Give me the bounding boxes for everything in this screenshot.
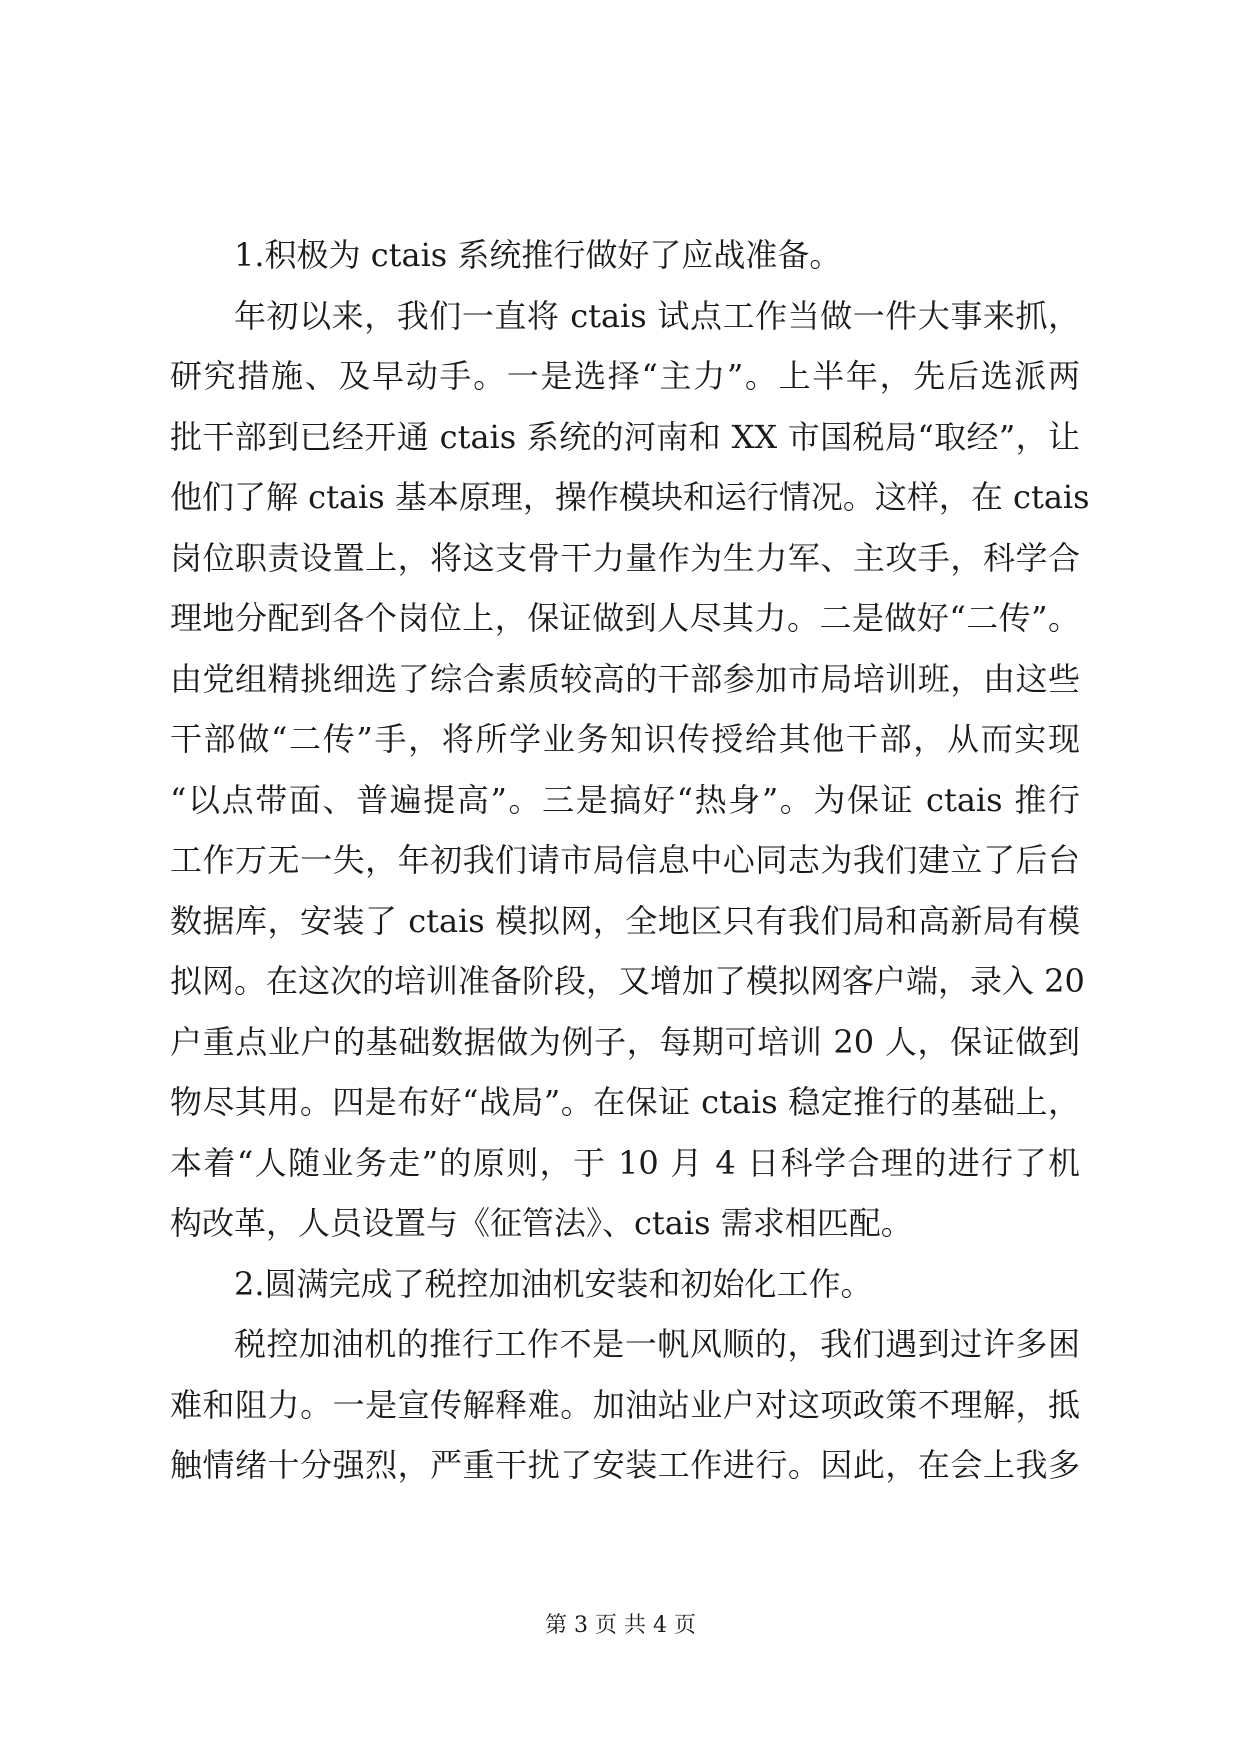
text-line: 数据库，安装了 ctais 模拟网，全地区只有我们局和高新局有模 xyxy=(170,901,1080,940)
text-line: 工作万无一失，年初我们请市局信息中心同志为我们建立了后台 xyxy=(170,841,1080,879)
text-line: 拟网。在这次的培训准备阶段，又增加了模拟网客户端，录入 20 xyxy=(170,962,1085,1000)
document-body xyxy=(170,225,1090,1496)
text-line: 税控加油机的推行工作不是一帆风顺的，我们遇到过许多困 xyxy=(234,1325,1080,1363)
paragraph-heading-1: 1.积极为 ctais 系统推行做好了应战准备。 xyxy=(234,236,842,274)
text-line: 他们了解 ctais 基本原理，操作模块和运行情况。这样，在 ctais xyxy=(170,478,1090,516)
text-line: 触情绪十分强烈，严重干扰了安装工作进行。因此，在会上我多 xyxy=(170,1446,1080,1484)
text-line: 构改革，人员设置与《征管法》、ctais 需求相匹配。 xyxy=(170,1204,913,1242)
text-line: 干部做“二传”手，将所学业务知识传授给其他干部，从而实现 xyxy=(170,720,1080,758)
text-line: 岗位职责设置上，将这支骨干力量作为生力军、主攻手，科学合 xyxy=(170,538,1080,577)
text-line: 研究措施、及早动手。一是选择“主力”。上半年，先后选派两 xyxy=(170,357,1080,395)
text-line: 物尽其用。四是布好“战局”。在保证 ctais 稳定推行的基础上， xyxy=(170,1083,1080,1121)
text-line: 难和阻力。一是宣传解释难。加油站业户对这项政策不理解，抵 xyxy=(170,1385,1080,1424)
text-line: 批干部到已经开通 ctais 系统的河南和 XX 市国税局“取经”，让 xyxy=(170,417,1080,456)
text-line: 理地分配到各个岗位上，保证做到人尽其力。二是做好“二传”。 xyxy=(170,599,1080,637)
text-line: 年初以来，我们一直将 ctais 试点工作当做一件大事来抓， xyxy=(234,296,1080,335)
paragraph-heading-2: 2.圆满完成了税控加油机安装和初始化工作。 xyxy=(234,1264,873,1303)
text-line: 户重点业户的基础数据做为例子，每期可培训 20 人，保证做到 xyxy=(170,1022,1080,1061)
text-line: 由党组精挑细选了综合素质较高的干部参加市局培训班，由这些 xyxy=(170,659,1080,698)
text-line: 本着“人随业务走”的原则，于 10 月 4 日科学合理的进行了机 xyxy=(170,1143,1080,1182)
text-line: “以点带面、普遍提高”。三是搞好“热身”。为保证 ctais 推行 xyxy=(170,780,1080,819)
page-footer: 第 3 页 共 4 页 xyxy=(545,1613,696,1638)
